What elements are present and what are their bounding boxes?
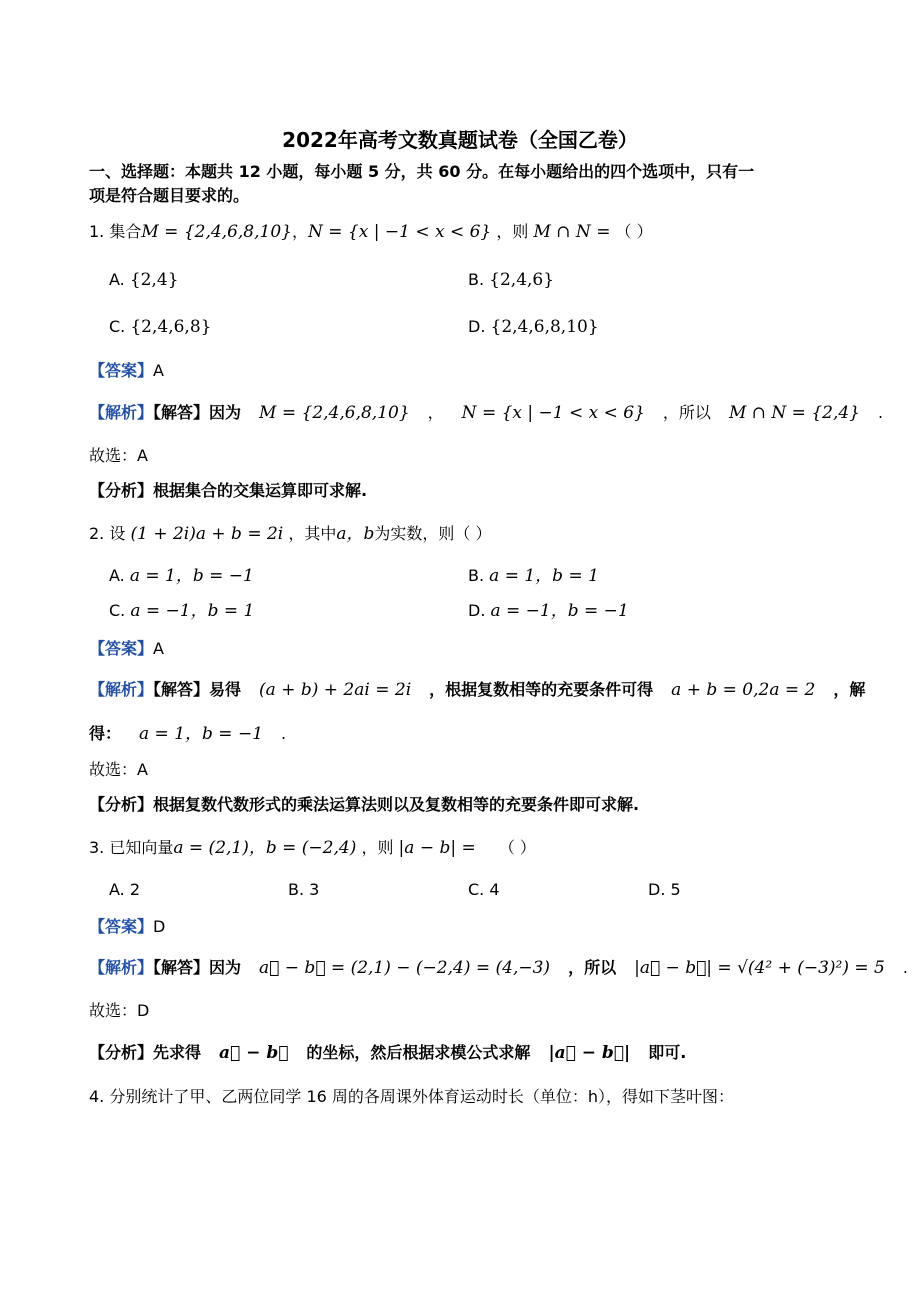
fenxi-tag: 【分析】 (89, 795, 154, 814)
exam-title: 2022年高考文数真题试卷（全国乙卷） (282, 128, 638, 152)
question-text: 集合 (109, 222, 142, 241)
choose-line (89, 760, 148, 780)
answer-value: A (153, 639, 164, 658)
analysis-tag: 【解析】 (89, 680, 154, 699)
option-b (468, 566, 599, 586)
math-vector: a⃗ − b⃗ (219, 1043, 289, 1063)
period: . (281, 724, 287, 743)
question-3 (89, 838, 536, 858)
option-a (109, 270, 179, 290)
analysis-tag: 【解析】 (89, 958, 154, 977)
fenxi-text: 即可. (648, 1043, 687, 1062)
option-c (468, 880, 500, 900)
math-condition: a + b = 0,2a = 2 (671, 680, 816, 700)
separator: ， (427, 403, 444, 422)
solution-text: ，所以 (662, 403, 711, 422)
fenxi-text: 先求得 (153, 1043, 202, 1062)
answer-tag: 【答案】 (89, 361, 154, 380)
solution-line (89, 680, 865, 700)
option-a (109, 880, 140, 900)
question-text: 设 (109, 524, 126, 543)
option-value: {2,4,6,8} (130, 317, 212, 337)
option-value: 5 (670, 880, 681, 899)
analysis-tag: 【解析】 (89, 403, 154, 422)
separator: ， (291, 222, 308, 241)
option-value: a = 1，b = −1 (129, 566, 254, 586)
math-expression: M = {2,4,6,8,10} (259, 403, 410, 423)
option-d (648, 880, 681, 900)
section-line-2: 项是符合题目要求的。 (89, 186, 250, 205)
question-number: 4. (89, 1087, 105, 1106)
choose-line (89, 1001, 149, 1021)
answer-tag: 【答案】 (89, 639, 154, 658)
math-target: |a − b| = (398, 838, 476, 858)
math-result: a = 1，b = −1 (139, 724, 264, 744)
option-label: D. (468, 317, 486, 336)
answer-line (89, 639, 164, 659)
question-number: 3. (89, 838, 105, 857)
option-label: B. (468, 566, 485, 585)
math-intersection: M ∩ N = (533, 222, 611, 242)
question-text: ，则 (361, 838, 394, 857)
option-label: C. (468, 880, 485, 899)
math-expression: (1 + 2i)a + b = 2i (130, 524, 284, 544)
option-label: C. (109, 317, 126, 336)
solve-tag: 【解答】 (153, 403, 210, 422)
choose-text: 故选：A (89, 760, 148, 779)
fenxi-line (89, 795, 639, 815)
math-expression: (a + b) + 2ai = 2i (259, 680, 412, 700)
answer-value: D (153, 917, 166, 936)
math-expression: a⃗ − b⃗ = (2,1) − (−2,4) = (4,−3) (259, 958, 551, 978)
question-text: 分别统计了甲、乙两位同学 16 周的各周课外体育运动时长（单位：h），得如下茎叶图： (109, 1087, 735, 1106)
solution-text: 因为 (209, 403, 242, 422)
solution-text: 因为 (209, 958, 242, 977)
option-value: a = −1，b = 1 (130, 601, 255, 621)
fenxi-text: 的坐标，然后根据求模公式求解 (306, 1043, 531, 1062)
question-2 (89, 524, 491, 544)
answer-line (89, 361, 164, 381)
option-value: 3 (309, 880, 320, 899)
option-b (468, 270, 554, 290)
solve-tag: 【解答】 (153, 680, 210, 699)
math-set-n: N = {x | −1 < x < 6} (308, 222, 492, 242)
math-expression: a = (2,1)，b = (−2,4) (173, 838, 357, 858)
period: . (878, 403, 884, 422)
question-text: ，其中 (288, 524, 337, 543)
question-4 (89, 1087, 734, 1107)
option-c (109, 601, 254, 621)
solution-line-2 (89, 724, 286, 744)
period: . (902, 958, 908, 977)
solution-line (89, 958, 908, 978)
answer-line (89, 917, 165, 937)
solution-line (89, 403, 883, 423)
fenxi-line (89, 481, 367, 501)
fenxi-text: 根据集合的交集运算即可求解. (153, 481, 368, 500)
option-label: A. (109, 270, 125, 289)
solution-text: ，所以 (568, 958, 617, 977)
solve-tag: 【解答】 (153, 958, 210, 977)
option-label: C. (109, 601, 126, 620)
solution-text: 易得 (209, 680, 242, 699)
fenxi-tag: 【分析】 (89, 481, 154, 500)
section-heading-cont (89, 186, 249, 206)
option-label: A. (109, 566, 125, 585)
question-number: 1. (89, 222, 105, 241)
option-b (288, 880, 319, 900)
question-1 (89, 222, 653, 242)
math-set-m: M = {2,4,6,8,10} (141, 222, 292, 242)
option-value: {2,4,6,8,10} (490, 317, 599, 337)
option-value: a = 1，b = 1 (489, 566, 599, 586)
option-a (109, 566, 254, 586)
option-d (468, 317, 599, 337)
option-label: D. (468, 601, 486, 620)
solution-text: ，根据复数相等的充要条件可得 (429, 680, 654, 699)
answer-tag: 【答案】 (89, 917, 154, 936)
math-vars: a，b (336, 524, 375, 544)
option-label: B. (288, 880, 305, 899)
fenxi-text: 根据复数代数形式的乘法运算法则以及复数相等的充要条件即可求解. (153, 795, 640, 814)
math-result: M ∩ N = {2,4} (728, 403, 860, 423)
choose-text: 故选：D (89, 1001, 150, 1020)
section-line-1: 一、选择题：本题共 12 小题，每小题 5 分，共 60 分。在每小题给出的四个选项中，只有一 (89, 162, 755, 181)
option-value: {2,4,6} (489, 270, 555, 290)
question-number: 2. (89, 524, 105, 543)
option-c (109, 317, 211, 337)
math-result: |a⃗ − b⃗| = √(4² + (−3)²) = 5 (634, 958, 885, 978)
option-value: 2 (129, 880, 141, 899)
answer-value: A (153, 361, 164, 380)
math-abs: |a⃗ − b⃗| (548, 1043, 631, 1063)
choose-line (89, 446, 148, 466)
question-text: 已知向量 (109, 838, 174, 857)
answer-paren: （ ） (615, 222, 653, 241)
fenxi-tag: 【分析】 (89, 1043, 154, 1062)
option-value: 4 (489, 880, 500, 899)
solution-text: 得： (89, 724, 122, 743)
section-heading (89, 162, 754, 182)
option-d (468, 601, 629, 621)
option-value: a = −1，b = −1 (490, 601, 629, 621)
option-label: A. (109, 880, 125, 899)
option-label: B. (468, 270, 485, 289)
solution-text: ，解 (833, 680, 866, 699)
answer-paren: （ ） (498, 838, 536, 857)
question-text: 为实数，则（ ） (374, 524, 492, 543)
question-text: ，则 (496, 222, 529, 241)
option-label: D. (648, 880, 666, 899)
fenxi-line (89, 1043, 686, 1063)
choose-text: 故选：A (89, 446, 148, 465)
math-expression: N = {x | −1 < x < 6} (461, 403, 645, 423)
option-value: {2,4} (129, 270, 179, 290)
